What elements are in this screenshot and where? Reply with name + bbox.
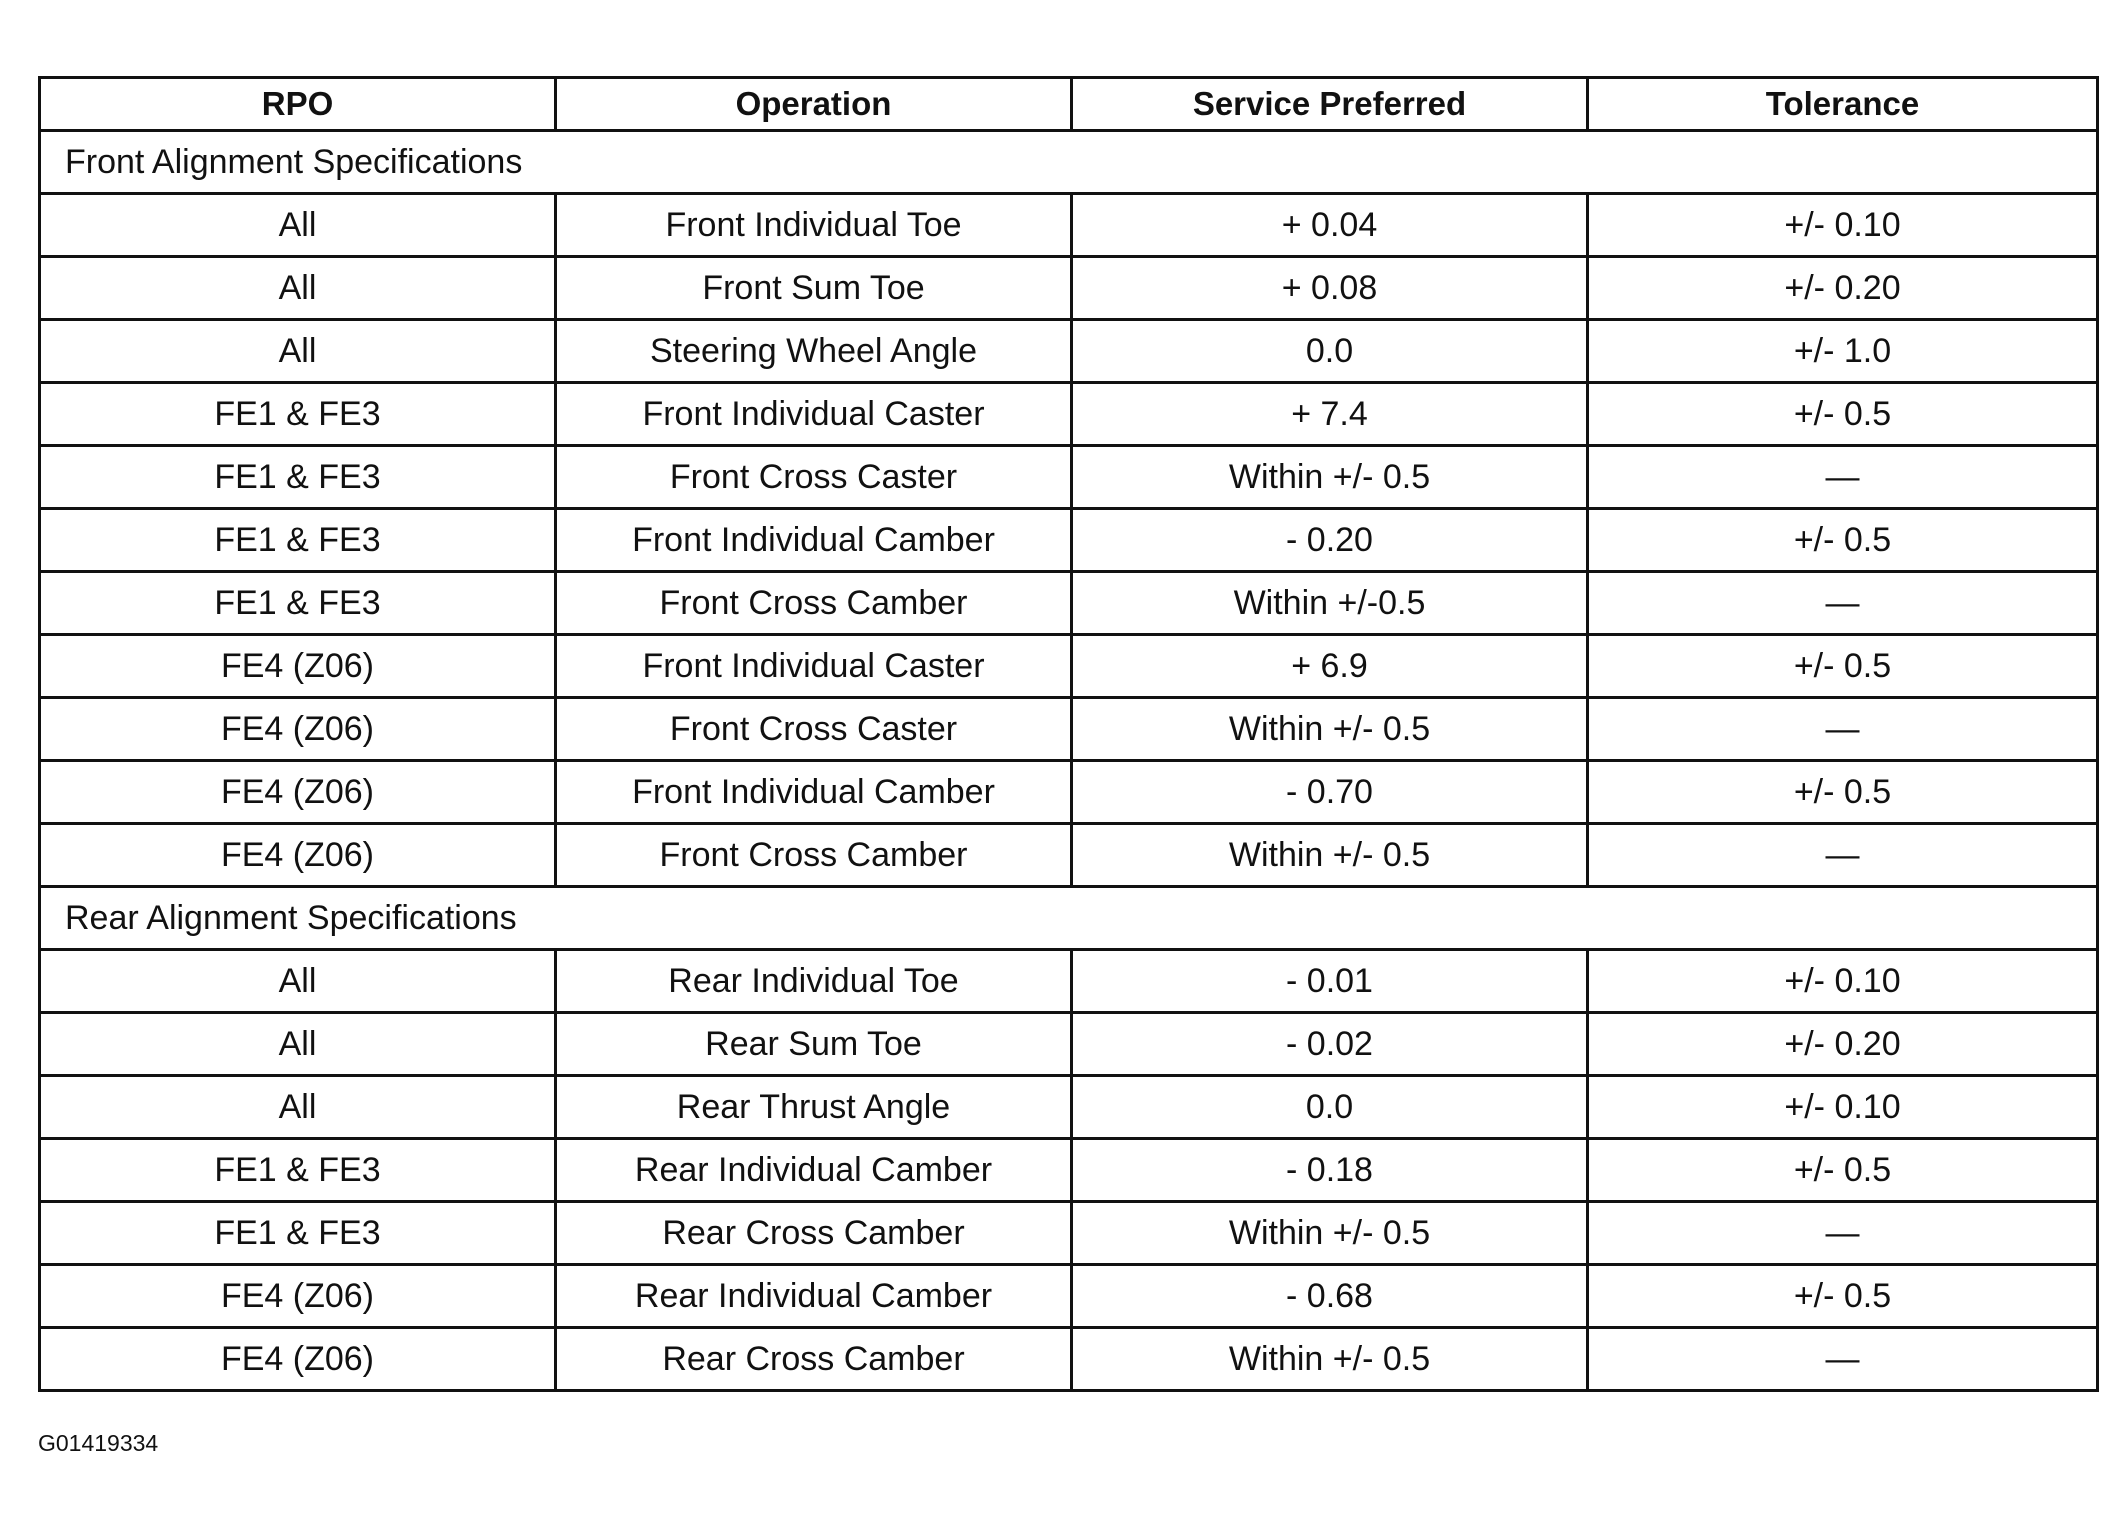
cell-rpo: All — [40, 950, 556, 1013]
cell-tolerance: +/- 0.10 — [1588, 1076, 2098, 1139]
cell-tolerance: +/- 1.0 — [1588, 320, 2098, 383]
cell-tolerance: — — [1588, 446, 2098, 509]
cell-service-preferred: + 0.04 — [1072, 194, 1588, 257]
cell-rpo: FE4 (Z06) — [40, 1265, 556, 1328]
cell-tolerance: +/- 0.20 — [1588, 1013, 2098, 1076]
header-service-preferred: Service Preferred — [1072, 78, 1588, 131]
cell-service-preferred: - 0.02 — [1072, 1013, 1588, 1076]
cell-tolerance: +/- 0.10 — [1588, 950, 2098, 1013]
alignment-spec-table — [38, 76, 2099, 1392]
cell-operation: Front Cross Camber — [556, 572, 1072, 635]
section-row — [40, 887, 2098, 950]
cell-rpo: FE4 (Z06) — [40, 761, 556, 824]
cell-service-preferred: Within +/- 0.5 — [1072, 446, 1588, 509]
cell-rpo: FE4 (Z06) — [40, 1328, 556, 1391]
cell-service-preferred: - 0.01 — [1072, 950, 1588, 1013]
cell-tolerance: +/- 0.5 — [1588, 1265, 2098, 1328]
header-operation: Operation — [556, 78, 1072, 131]
cell-rpo: FE4 (Z06) — [40, 635, 556, 698]
cell-operation: Front Individual Caster — [556, 383, 1072, 446]
table-row — [40, 320, 2098, 383]
cell-operation: Front Individual Camber — [556, 761, 1072, 824]
cell-rpo: All — [40, 257, 556, 320]
cell-tolerance: +/- 0.5 — [1588, 635, 2098, 698]
cell-operation: Rear Cross Camber — [556, 1202, 1072, 1265]
table-row — [40, 383, 2098, 446]
cell-service-preferred: + 6.9 — [1072, 635, 1588, 698]
cell-rpo: FE1 & FE3 — [40, 1139, 556, 1202]
cell-service-preferred: Within +/-0.5 — [1072, 572, 1588, 635]
header-tolerance: Tolerance — [1588, 78, 2098, 131]
figure-id: G01419334 — [38, 1430, 159, 1456]
cell-rpo: All — [40, 1013, 556, 1076]
table-row — [40, 824, 2098, 887]
cell-operation: Steering Wheel Angle — [556, 320, 1072, 383]
cell-operation: Front Individual Toe — [556, 194, 1072, 257]
cell-tolerance: +/- 0.5 — [1588, 383, 2098, 446]
cell-operation: Rear Cross Camber — [556, 1328, 1072, 1391]
table-body — [40, 131, 2098, 1391]
cell-rpo: FE4 (Z06) — [40, 824, 556, 887]
cell-service-preferred: - 0.20 — [1072, 509, 1588, 572]
cell-service-preferred: 0.0 — [1072, 320, 1588, 383]
table-row — [40, 1328, 2098, 1391]
cell-rpo: FE1 & FE3 — [40, 446, 556, 509]
cell-operation: Front Cross Caster — [556, 446, 1072, 509]
table-row — [40, 1265, 2098, 1328]
cell-service-preferred: Within +/- 0.5 — [1072, 1328, 1588, 1391]
table-row — [40, 761, 2098, 824]
table-row — [40, 950, 2098, 1013]
cell-operation: Rear Individual Camber — [556, 1139, 1072, 1202]
cell-service-preferred: Within +/- 0.5 — [1072, 1202, 1588, 1265]
section-title: Rear Alignment Specifications — [40, 887, 2098, 950]
cell-service-preferred: Within +/- 0.5 — [1072, 824, 1588, 887]
cell-tolerance: +/- 0.5 — [1588, 509, 2098, 572]
table-row — [40, 1139, 2098, 1202]
cell-rpo: FE1 & FE3 — [40, 383, 556, 446]
cell-tolerance: — — [1588, 698, 2098, 761]
table-row — [40, 1013, 2098, 1076]
cell-operation: Front Individual Camber — [556, 509, 1072, 572]
cell-tolerance: — — [1588, 1328, 2098, 1391]
table-row — [40, 572, 2098, 635]
cell-rpo: All — [40, 194, 556, 257]
table-row — [40, 635, 2098, 698]
cell-operation: Rear Sum Toe — [556, 1013, 1072, 1076]
cell-tolerance: — — [1588, 572, 2098, 635]
section-title: Front Alignment Specifications — [40, 131, 2098, 194]
cell-tolerance: +/- 0.10 — [1588, 194, 2098, 257]
cell-tolerance: — — [1588, 1202, 2098, 1265]
table-row — [40, 446, 2098, 509]
cell-tolerance: +/- 0.5 — [1588, 761, 2098, 824]
cell-rpo: FE1 & FE3 — [40, 1202, 556, 1265]
cell-rpo: All — [40, 320, 556, 383]
cell-tolerance: +/- 0.5 — [1588, 1139, 2098, 1202]
table-row — [40, 509, 2098, 572]
cell-rpo: FE4 (Z06) — [40, 698, 556, 761]
cell-service-preferred: - 0.70 — [1072, 761, 1588, 824]
cell-operation: Rear Individual Toe — [556, 950, 1072, 1013]
cell-operation: Front Individual Caster — [556, 635, 1072, 698]
cell-service-preferred: + 7.4 — [1072, 383, 1588, 446]
cell-service-preferred: Within +/- 0.5 — [1072, 698, 1588, 761]
cell-rpo: FE1 & FE3 — [40, 572, 556, 635]
cell-tolerance: +/- 0.20 — [1588, 257, 2098, 320]
cell-service-preferred: - 0.18 — [1072, 1139, 1588, 1202]
header-rpo: RPO — [40, 78, 556, 131]
table-row — [40, 194, 2098, 257]
table-row — [40, 1202, 2098, 1265]
cell-operation: Front Sum Toe — [556, 257, 1072, 320]
section-row — [40, 131, 2098, 194]
cell-operation: Rear Thrust Angle — [556, 1076, 1072, 1139]
header-row — [40, 78, 2098, 131]
cell-rpo: All — [40, 1076, 556, 1139]
cell-operation: Front Cross Camber — [556, 824, 1072, 887]
cell-operation: Front Cross Caster — [556, 698, 1072, 761]
cell-rpo: FE1 & FE3 — [40, 509, 556, 572]
cell-tolerance: — — [1588, 824, 2098, 887]
table-row — [40, 1076, 2098, 1139]
cell-service-preferred: + 0.08 — [1072, 257, 1588, 320]
table-row — [40, 257, 2098, 320]
table-row — [40, 698, 2098, 761]
cell-service-preferred: - 0.68 — [1072, 1265, 1588, 1328]
cell-service-preferred: 0.0 — [1072, 1076, 1588, 1139]
cell-operation: Rear Individual Camber — [556, 1265, 1072, 1328]
